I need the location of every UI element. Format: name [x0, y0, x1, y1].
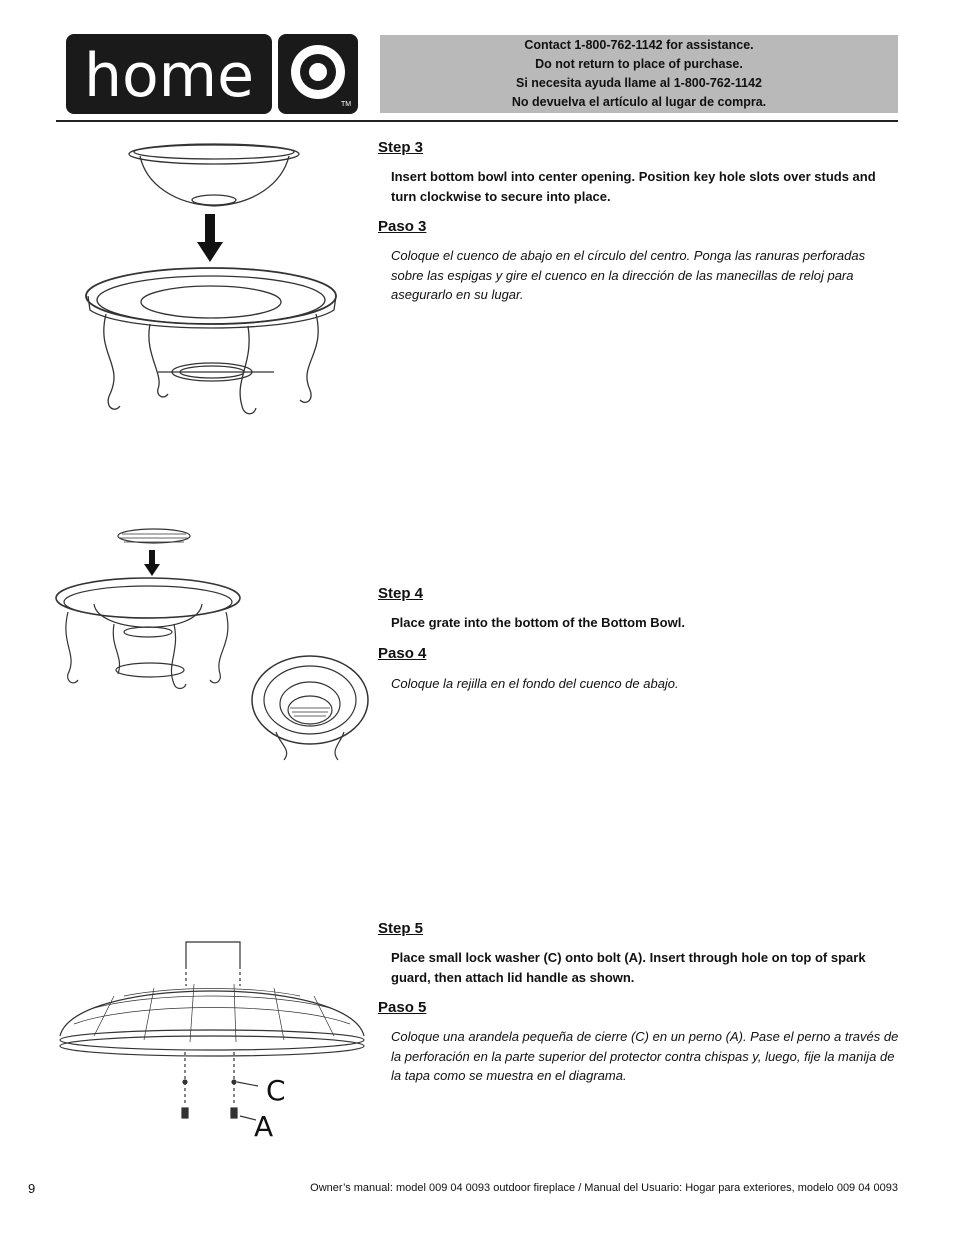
- trademark-mark: TM: [341, 101, 352, 108]
- step5-illustration: [54, 936, 370, 1146]
- page-number: 9: [28, 1181, 36, 1196]
- footer-manual-title: Owner’s manual: model 009 04 0093 outdoor fireplace / Manual del Usuario: Hogar para exteriores, modelo 009 04 0093: [310, 1182, 898, 1194]
- logo-text: home: [83, 41, 255, 111]
- step4-heading: Step 4: [378, 585, 424, 602]
- washer-label-c: C: [266, 1074, 286, 1107]
- contact-box: [380, 35, 898, 113]
- step3-instruction: Insert bottom bowl into center opening. Position key hole slots over studs and turn clockwise to secure into place.: [391, 169, 876, 204]
- paso5-heading: Paso 5: [378, 999, 427, 1016]
- paso4-instruction: Coloque la rejilla en el fondo del cuenco de abajo.: [391, 676, 679, 691]
- bolt-label-a: A: [254, 1110, 274, 1143]
- step5-instruction: Place small lock washer (C) onto bolt (A). Insert through hole on top of spark guard, then attach lid handle as shown.: [391, 950, 866, 985]
- paso3-instruction: Coloque el cuenco de abajo en el círculo del centro. Ponga las ranuras perforadas sobre las espigas y gire el cuenco en la dirección de las manecillas de reloj para asegurarlo en su lugar.: [391, 248, 866, 302]
- contact-line: Si necesita ayuda llame al 1-800-762-1142: [516, 76, 762, 90]
- step3-illustration: [84, 134, 346, 434]
- contact-line: Do not return to place of purchase.: [535, 57, 743, 71]
- home-target-logo: [66, 34, 358, 114]
- paso3-heading: Paso 3: [378, 218, 427, 235]
- step3-heading: Step 3: [378, 139, 424, 156]
- step4-illustration: [54, 524, 370, 764]
- step5-heading: Step 5: [378, 920, 424, 937]
- paso5-instruction: Coloque una arandela pequeña de cierre (C) en un perno (A). Pase el perno a través de la perforación en la parte superior del protector contra chispas y, luego, fije la manija de la tapa como se muestra en el diagrama.: [391, 1029, 899, 1083]
- header-divider: [56, 120, 898, 122]
- step4-instruction: Place grate into the bottom of the Bottom Bowl.: [391, 615, 685, 630]
- paso4-heading: Paso 4: [378, 645, 427, 662]
- contact-line: No devuelva el artículo al lugar de compra.: [511, 95, 767, 109]
- contact-line: Contact 1-800-762-1142 for assistance.: [524, 38, 754, 52]
